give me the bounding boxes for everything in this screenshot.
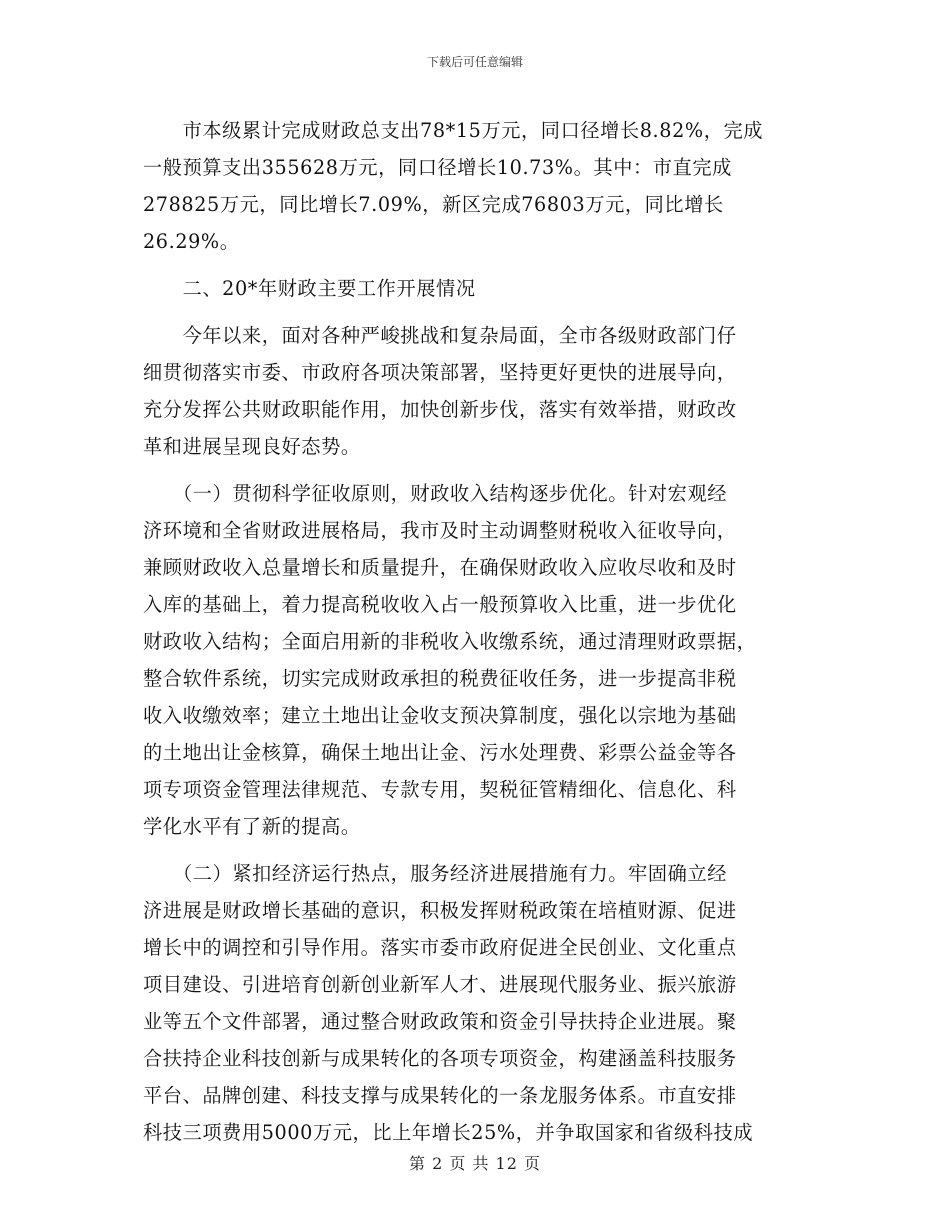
text-line: 学化水平有了新的提高。 xyxy=(143,815,361,838)
text-line: 合扶持企业科技创新与成果转化的各项专项资金，构建涵盖科技服务 xyxy=(143,1047,737,1070)
text-line: 平台、品牌创建、科技支撑与成果转化的一条龙服务体系。市直安排 xyxy=(143,1084,737,1107)
text-line: 的土地出让金核算，确保土地出让金、污水处理费、彩票公益金等各 xyxy=(143,741,737,764)
text-line: 兼顾财政收入总量增长和质量提升，在确保财政收入应收尽收和及时 xyxy=(143,556,737,579)
text-line: （二）紧扣经济运行热点，服务经济进展措施有力。牢固确立经 xyxy=(143,862,728,885)
text-line: 济环境和全省财政进展格局，我市及时主动调整财税收入征收导向， xyxy=(143,519,737,542)
paragraph-economy xyxy=(143,855,813,1151)
text-line: 26.29%。 xyxy=(143,230,240,253)
text-line: 一般预算支出355628万元，同口径增长10.73%。其中：市直完成 xyxy=(143,156,732,179)
page-footer: 第 2 页 共 12 页 xyxy=(409,1154,541,1173)
text-line: 济进展是财政增长基础的意识，积极发挥财税政策在培植财源、促进 xyxy=(143,899,737,922)
text-line: （一）贯彻科学征收原则，财政收入结构逐步优化。针对宏观经 xyxy=(143,482,728,505)
text-line: 278825万元，同比增长7.09%，新区完成76803万元，同比增长 xyxy=(143,193,724,216)
paragraph-expenditure xyxy=(143,112,813,260)
text-line: 项目建设、引进培育创新创业新军人才、进展现代服务业、振兴旅游 xyxy=(143,973,737,996)
text-line: 整合软件系统，切实完成财政承担的税费征收任务，进一步提高非税 xyxy=(143,667,737,690)
text-line: 今年以来，面对各种严峻挑战和复杂局面，全市各级财政部门仔 xyxy=(143,324,737,347)
text-line: 二、20*年财政主要工作开展情况 xyxy=(143,277,476,300)
text-line: 财政收入结构；全面启用新的非税收入收缴系统，通过清理财政票据， xyxy=(143,630,757,653)
page-header: 下载后可任意编辑 xyxy=(426,55,523,69)
text-line: 革和进展呈现良好态势。 xyxy=(143,435,361,458)
text-line: 科技三项费用5000万元，比上年增长25%，并争取国家和省级科技成 xyxy=(143,1121,754,1144)
section-heading xyxy=(143,270,813,307)
paragraph-revenue xyxy=(143,475,813,845)
text-line: 收入收缴效率；建立土地出让金收支预决算制度，强化以宗地为基础 xyxy=(143,704,737,727)
text-line: 市本级累计完成财政总支出78*15万元，同口径增长8.82%，完成 xyxy=(143,119,764,142)
text-line: 细贯彻落实市委、市政府各项决策部署，坚持更好更快的进展导向， xyxy=(143,361,737,384)
text-line: 入库的基础上，着力提高税收收入占一般预算收入比重，进一步优化 xyxy=(143,593,737,616)
document-body xyxy=(143,112,813,1151)
text-line: 充分发挥公共财政职能作用，加快创新步伐，落实有效举措，财政改 xyxy=(143,398,737,421)
text-line: 增长中的调控和引导作用。落实市委市政府促进全民创业、文化重点 xyxy=(143,936,737,959)
text-line: 项专项资金管理法律规范、专款专用，契税征管精细化、信息化、科 xyxy=(143,778,737,801)
paragraph-intro xyxy=(143,317,813,465)
text-line: 业等五个文件部署，通过整合财政政策和资金引导扶持企业进展。聚 xyxy=(143,1010,737,1033)
